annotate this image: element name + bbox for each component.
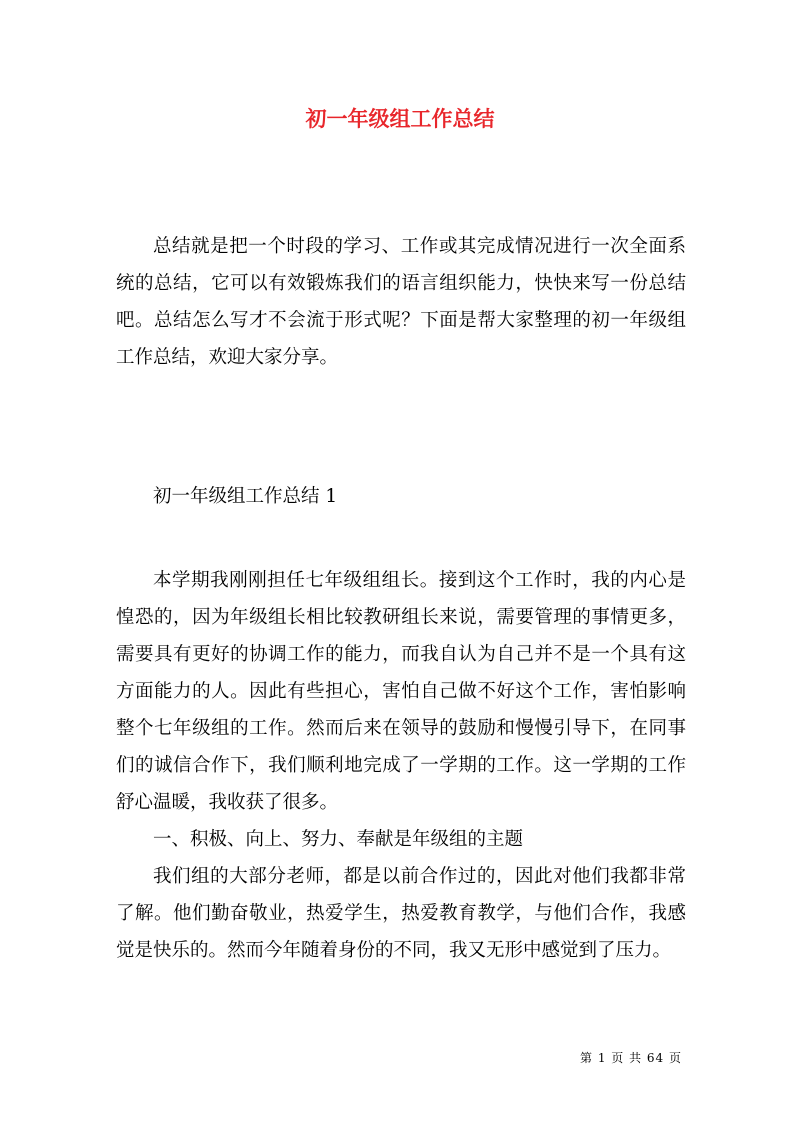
paragraph-2: 我们组的大部分老师，都是以前合作过的，因此对他们我都非常了解。他们勤奋敬业，热爱学生，热爱教育教学，与他们合作，我感觉是快乐的。然而今年随着身份的不同，我又无形中感觉到了压力。	[116, 866, 686, 961]
body-content	[116, 562, 686, 969]
subheading-1: 一、积极、向上、努力、奉献是年级组的主题	[153, 829, 524, 850]
intro-paragraph	[116, 228, 686, 376]
paragraph-1: 本学期我刚刚担任七年级组组长。接到这个工作时，我的内心是惶恐的，因为年级组长相比较教研组长来说，需要管理的事情更多，需要具有更好的协调工作的能力，而我自认为自己并不是一个具有这方面能力的人。因此有些担心，害怕自己做不好这个工作，害怕影响整个七年级组的工作。然而后来在领导的鼓励和慢慢引导下，在同事们的诚信合作下，我们顺利地完成了一学期的工作。这一学期的工作舒心温暖，我收获了很多。	[116, 570, 686, 813]
intro-text: 总结就是把一个时段的学习、工作或其完成情况进行一次全面系统的总结，它可以有效锻炼我们的语言组织能力，快快来写一份总结吧。总结怎么写才不会流于形式呢？下面是帮大家整理的初一年级组工作总结，欢迎大家分享。	[116, 236, 686, 368]
page-number: 第 1 页 共 64 页	[580, 1051, 682, 1065]
section-heading: 初一年级组工作总结 1	[153, 486, 338, 507]
page-title: 初一年级组工作总结	[305, 106, 495, 131]
